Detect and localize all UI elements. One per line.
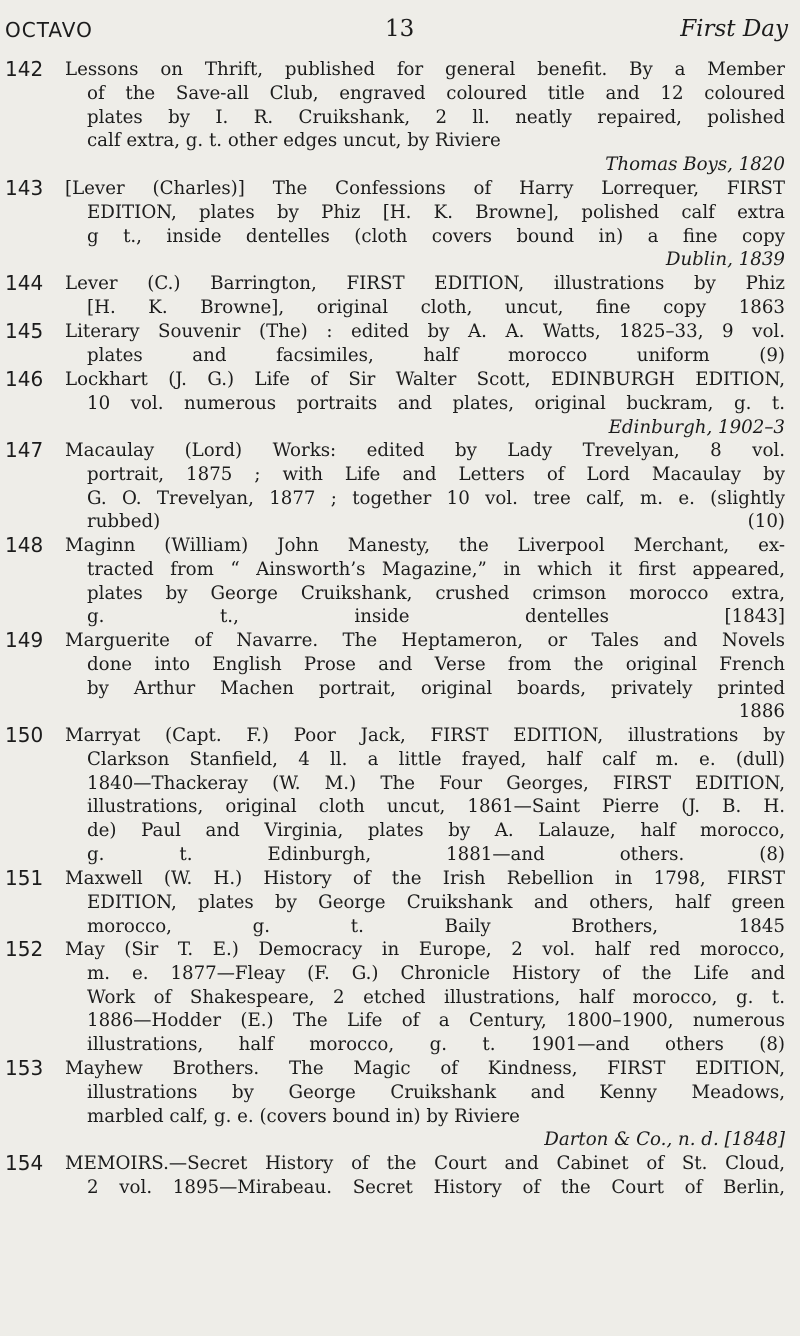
description-line: g. t., inside dentelles [1843] [87, 606, 785, 628]
description-line: 2 vol. 1895—Mirabeau. Secret History of the Court of Berlin, [87, 1176, 785, 1198]
description-line: 1840—Thackeray (W. M.) The Four Georges, FIRST EDITION, [87, 772, 785, 794]
description-line: tracted from “ Ainsworth’s Magazine,” in which it first appeared, [87, 558, 785, 580]
page-header [0, 16, 800, 50]
description-line: illustrations, original cloth uncut, 1861—Saint Pierre (J. B. H. [87, 796, 785, 818]
lot-description [65, 58, 785, 177]
description-line: Thomas Boys, 1820 [605, 154, 785, 176]
description-line: 1886—Hodder (E.) The Life of a Century, 1800–1900, numerous [87, 1010, 785, 1032]
description-line: Dublin, 1839 [665, 249, 785, 271]
description-line: plates by I. R. Cruikshank, 2 ll. neatly repaired, polished [87, 106, 785, 128]
lot-description [65, 938, 785, 1057]
page-number: 13 [385, 16, 415, 42]
description-line: Darton & Co., n. d. [1848] [544, 1129, 785, 1151]
lot-number: 152 [5, 937, 44, 961]
description-line: Work of Shakespeare, 2 etched illustrations, half morocco, g. t. [87, 986, 785, 1008]
description-line: Marryat (Capt. F.) Poor Jack, FIRST EDITION, illustrations by [65, 725, 785, 746]
lot-number: 148 [5, 533, 44, 557]
lot-description [65, 867, 785, 938]
description-line: m. e. 1877—Fleay (F. G.) Chronicle History of the Life and [87, 962, 785, 984]
description-line: marbled calf, g. e. (covers bound in) by Riviere [87, 1105, 520, 1127]
description-line: g. t. Edinburgh, 1881—and others. (8) [87, 843, 785, 865]
lot-number: 145 [5, 319, 44, 343]
description-line: morocco, g. t. Baily Brothers, 1845 [87, 915, 785, 937]
lot-description [65, 1057, 785, 1152]
lot-description [65, 629, 785, 724]
header-format: OCTAVO [5, 18, 93, 42]
description-line: illustrations, half morocco, g. t. 1901—and others (8) [87, 1034, 785, 1056]
lot-description [65, 439, 785, 534]
description-line: Mayhew Brothers. The Magic of Kindness, FIRST EDITION, [65, 1058, 785, 1079]
header-day: First Day [680, 16, 788, 42]
description-line: Maxwell (W. H.) History of the Irish Rebellion in 1798, FIRST [65, 868, 785, 889]
lot-description [65, 534, 785, 629]
description-line: Marguerite of Navarre. The Heptameron, or Tales and Novels [65, 630, 785, 651]
description-line: of the Save-all Club, engraved coloured title and 12 coloured [87, 82, 785, 104]
description-line: plates and facsimiles, half morocco uniform (9) [87, 344, 785, 366]
description-line: Macaulay (Lord) Works: edited by Lady Trevelyan, 8 vol. [65, 440, 785, 461]
lot-description [65, 1152, 785, 1200]
description-line: [Lever (Charles)] The Confessions of Harry Lorrequer, FIRST [65, 178, 785, 199]
lot-number: 151 [5, 866, 44, 890]
description-line: May (Sir T. E.) Democracy in Europe, 2 vol. half red morocco, [65, 939, 785, 960]
lot-number: 146 [5, 367, 44, 391]
description-line: 10 vol. numerous portraits and plates, original buckram, g. t. [87, 392, 785, 414]
lot-description [65, 177, 785, 272]
description-line: MEMOIRS.—Secret History of the Court and Cabinet of St. Cloud, [65, 1153, 785, 1174]
description-line: Literary Souvenir (The) : edited by A. A. Watts, 1825–33, 9 vol. [65, 321, 785, 342]
description-line: g t., inside dentelles (cloth covers bound in) a fine copy [87, 225, 785, 247]
lot-number: 154 [5, 1151, 44, 1175]
description-line: Maginn (William) John Manesty, the Liverpool Merchant, ex- [65, 535, 785, 556]
description-line: EDITION, plates by Phiz [H. K. Browne], polished calf extra [87, 201, 785, 223]
lot-description [65, 368, 785, 439]
lot-description [65, 724, 785, 867]
lot-number: 149 [5, 628, 44, 652]
lot-description [65, 272, 785, 320]
description-line: EDITION, plates by George Cruikshank and others, half green [87, 891, 785, 913]
description-line: rubbed) (10) [87, 511, 785, 533]
description-line: by Arthur Machen portrait, original boards, privately printed [87, 677, 785, 699]
lot-number: 142 [5, 57, 44, 81]
description-line: Lever (C.) Barrington, FIRST EDITION, illustrations by Phiz [65, 273, 785, 294]
description-line: Lessons on Thrift, published for general benefit. By a Member [65, 59, 785, 80]
description-line: calf extra, g. t. other edges uncut, by Riviere [87, 130, 501, 152]
lot-number: 150 [5, 723, 44, 747]
lot-number: 143 [5, 176, 44, 200]
description-line: G. O. Trevelyan, 1877 ; together 10 vol. tree calf, m. e. (slightly [87, 487, 785, 509]
description-line: illustrations by George Cruikshank and Kenny Meadows, [87, 1081, 785, 1103]
lot-number: 147 [5, 438, 44, 462]
description-line: portrait, 1875 ; with Life and Letters of Lord Macaulay by [87, 463, 785, 485]
lot-number: 144 [5, 271, 44, 295]
lot-description [65, 320, 785, 368]
lot-number: 153 [5, 1056, 44, 1080]
description-line: Clarkson Stanfield, 4 ll. a little frayed, half calf m. e. (dull) [87, 748, 785, 770]
description-line: 1886 [738, 701, 785, 723]
description-line: plates by George Cruikshank, crushed crimson morocco extra, [87, 582, 785, 604]
description-line: [H. K. Browne], original cloth, uncut, fine copy 1863 [87, 296, 785, 318]
description-line: done into English Prose and Verse from the original French [87, 653, 785, 675]
description-line: Lockhart (J. G.) Life of Sir Walter Scott, EDINBURGH EDITION, [65, 369, 785, 390]
description-line: de) Paul and Virginia, plates by A. Lalauze, half morocco, [87, 820, 785, 842]
description-line: Edinburgh, 1902–3 [608, 416, 785, 438]
